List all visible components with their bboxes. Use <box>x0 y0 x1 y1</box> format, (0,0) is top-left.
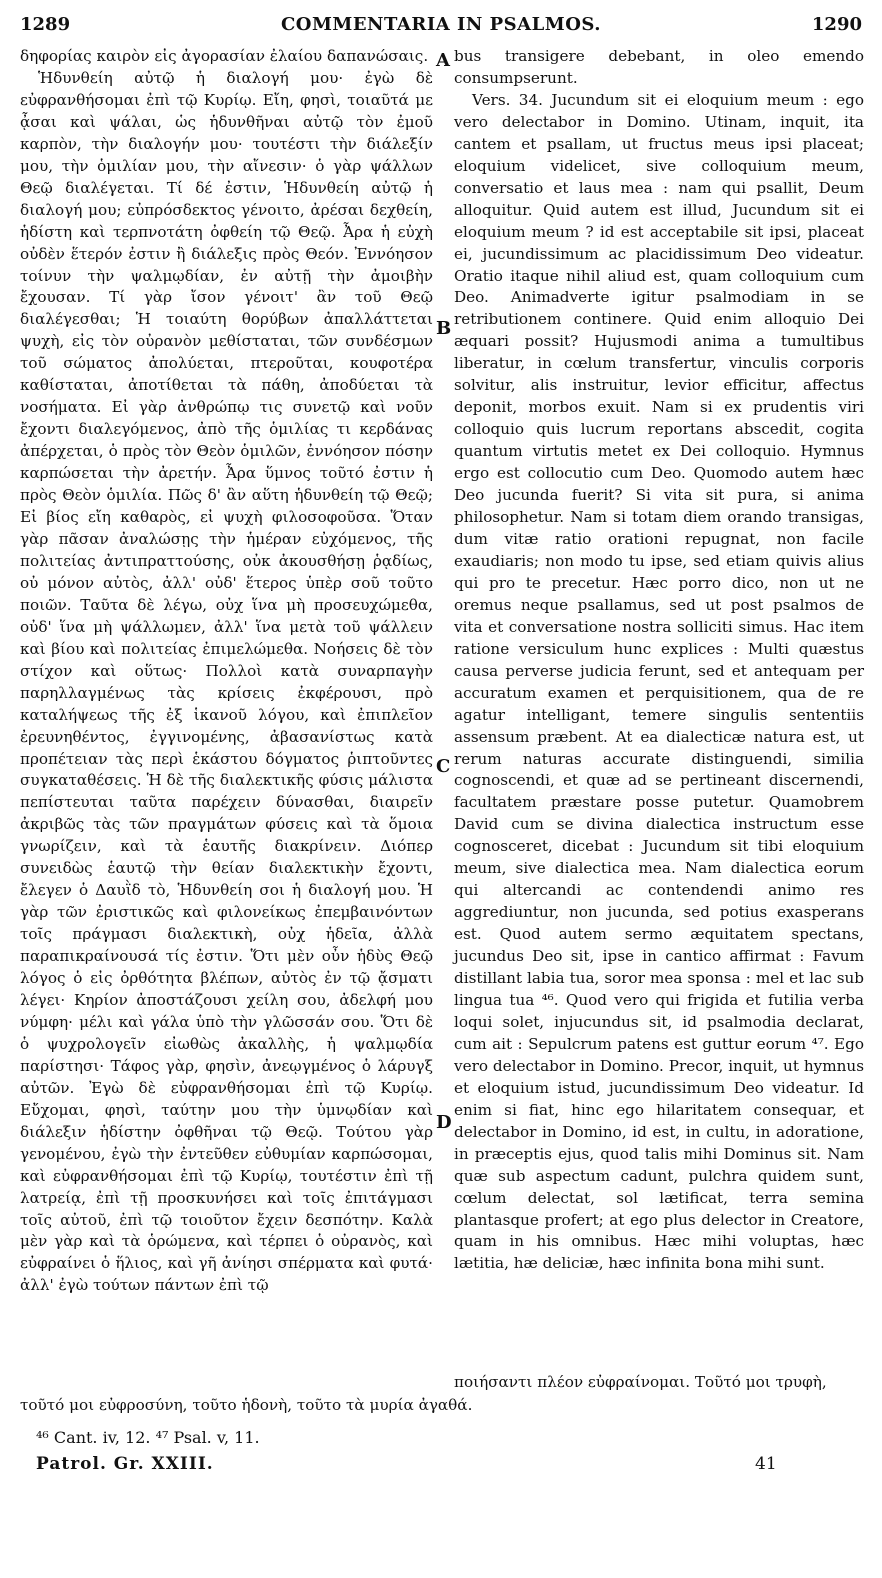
signature-mark: 41 <box>755 1454 777 1474</box>
section-marker-b: B <box>436 318 452 339</box>
greek-paragraph-2: Ἡδυνθείη αὐτῷ ἡ διαλογή μου· ἐγὼ δὲ εὐφρανθήσομαι ἐπὶ τῷ Κυρίῳ. Εἴη, φησὶ, τοιαῦτά με ᾆσαι καὶ ψάλαι, ὡς ἡδυνθῆναι αὐτῷ τὸν ἐμοῦ καρπὸν, τὴν διαλογήν μου· τουτέστι τὴν διάλεξίν μου, τὴν ὁμιλίαν μου, τὴν αἴνεσιν· ὁ γὰρ ψάλλων Θεῷ διαλέγεται. Τί δέ ἐστιν, Ἡδυνθείη αὐτῷ ἡ διαλογή μου; εὐπρόσδεκτος γένοιτο, ἀρέσαι δεχθείη, ἡδίστη καὶ τερπνοτάτη ὀφθείη τῷ Θεῷ. Ἆρα ἡ εὐχὴ οὐδὲν ἕτερόν ἐστιν ἢ διάλεξις πρὸς Θεόν. Ἐννόησον τοίνυν τὴν ψαλμῳδίαν, ἐν αὐτῇ τὴν ἀμοιβὴν ἔχουσαν. Τί γὰρ ἴσον γένοιτ' ἂν τοῦ Θεῷ διαλέγεσθαι; Ἡ τοιαύτη θορύβων ἀπαλλάττεται ψυχὴ, εἰς τὸν οὐρανὸν μεθίσταται, τῶν συνδέσμων τοῦ σώματος ἀπολύεται, πτεροῦται, κουφοτέρα καθίσταται, ἀποτίθεται τὰ πάθη, ἀποδύεται τὰ νοσήματα. Εἰ γὰρ ἀνθρώπῳ τις συνετῷ καὶ νοῦν ἔχοντι διαλεγόμενος, ἀπὸ τῆς ὁμιλίας τι κερδάνας ἀπέρχεται, ὁ πρὸς τὸν Θεὸν ὁμιλῶν, ἐννόησον πόσην καρπώσεται τὴν ἀρετήν. Ἆρα ὕμνος τοῦτό ἐστιν ἡ πρὸς Θεὸν ὁμιλία. Πῶς δ' ἂν αὕτη ἡδυνθείη τῷ Θεῷ; Εἰ βίος εἴη καθαρὸς, εἰ ψυχὴ φιλοσοφοῦσα. Ὅταν γὰρ πᾶσαν ἀναλώσῃς τὴν ἡμέραν εὐχόμενος, τῆς πολιτείας ἀντιπραττούσης, οὐκ ἀκουσθήσῃ ῥᾳδίως, οὐ μόνον αὐτὸς, ἀλλ' οὐδ' ἕτερος ὑπὲρ σοῦ τοῦτο ποιῶν. Ταῦτα δὲ λέγω, οὐχ ἵνα μὴ προσευχώμεθα, οὐδ' ἵνα μὴ ψάλλωμεν, ἀλλ' ἵνα μετὰ τοῦ ψάλλειν καὶ βίου καὶ πολιτείας ἐπιμελώμεθα. Νοήσεις δὲ τὸν στίχον καὶ οὕτως· Πολλοὶ κατὰ συναρπαγὴν παρηλλαγμένως τὰς κρίσεις ἐκφέρουσι, πρὸ καταλήψεως τῆς ἐξ ἱκανοῦ λόγου, καὶ ἐπιπλεῖον ἐρευνηθέντος, ἐγγινομένης, ἀβασανίστως κατὰ προπέτειαν τὰς περὶ ἑκάστου δόγματος ῥιπτοῦντες συγκαταθέσεις. Ἡ δὲ τῆς διαλεκτικῆς φύσις μάλιστα πεπίστευται ταῦτα παρέχειν δύνασθαι, διαιρεῖν ἀκριβῶς τὰς τῶν πραγμάτων φύσεις καὶ τὰ ὅμοια γνωρίζειν, καὶ τὰ ἑαυτῆς διακρίνειν. Διόπερ συνειδὼς ἑαυτῷ τὴν θείαν διαλεκτικὴν ἔχοντι, ἔλεγεν ὁ Δαυῒδ τὸ, Ἡδυνθείη σοι ἡ διαλογή μου. Ἡ γὰρ τῶν ἐριστικῶς καὶ φιλονείκως ἐπεμβαινόντων τοῖς πράγμασι διαλεκτικὴ, οὐχ ἡδεῖα, ἀλλὰ παραπικραίνουσά τίς ἐστιν. Ὅτι μὲν οὖν ἡδὺς Θεῷ λόγος ὁ εἰς ὀρθότητα βλέπων, αὐτὸς ἐν τῷ ᾄσματι λέγει· Κηρίον ἀποστάζουσι χείλη σου, ἀδελφή μου νύμφη· μέλι καὶ γάλα ὑπὸ τὴν γλῶσσάν σου. Ὅτι δὲ ὁ ψυχρολογεῖν εἰωθὼς ἀκαλλὴς, ἡ ψαλμῳδία παρίστησι· Τάφος γὰρ, φησὶν, ἀνεῳγμένος ὁ λάρυγξ αὐτῶν. Ἐγὼ δὲ εὐφρανθήσομαι ἐπὶ τῷ Κυρίῳ. Εὔχομαι, φησὶ, ταύτην μου τὴν ὑμνῳδίαν καὶ διάλεξιν ἡδίστην ὀφθῆναι τῷ Θεῷ. Τούτου γὰρ γενομένου, ἐγὼ τὴν ἐντεῦθεν εὐθυμίαν καρπώσομαι, καὶ εὐφρανθήσομαι ἐπὶ τῷ Κυρίῳ, τουτέστιν ἐπὶ τῇ λατρείᾳ, ἐπὶ τῇ προσκυνήσει καὶ τοῖς ἐπιτάγμασι τοῖς αὐτοῦ, ἐπὶ τῷ τοιοῦτον ἔχειν δεσπότην. Καλὰ μὲν γὰρ καὶ τὰ ὁρώμενα, καὶ τέρπει ὁ οὐρανὸς, καὶ εὐφραίνει ὁ ἥλιος, καὶ γῆ ἀνίησι σπέρματα καὶ φυτά· ἀλλ' ἐγὼ τούτων πάντων ἐπὶ τῷ <box>20 68 433 1295</box>
latin-column <box>454 46 864 1275</box>
greek-closing-line: τοῦτό μοι εὐφροσύνη, τοῦτο ἡδονὴ, τοῦτο τὰ μυρία ἀγαθά. <box>20 1396 473 1414</box>
greek-paragraph-1: δηφορίας καιρὸν εἰς ἀγορασίαν ἐλαίου δαπανώσαις. <box>20 47 429 65</box>
page-number-right: 1290 <box>811 14 862 35</box>
section-marker-a: A <box>436 50 450 71</box>
greek-column <box>20 46 433 1297</box>
page-number-left: 1289 <box>20 14 71 35</box>
running-title: COMMENTARIA IN PSALMOS. <box>280 14 602 35</box>
greek-tail-right: ποιήσαντι πλέον εὐφραίνομαι. Τοῦτό μοι τρυφὴ, <box>454 1373 827 1391</box>
latin-paragraph-1: bus transigere debebant, in oleo emendo consumpserunt. <box>454 47 864 87</box>
section-marker-c: C <box>436 756 451 777</box>
patrologia-reference: Patrol. Gr. XXIII. <box>36 1454 214 1474</box>
section-marker-d: D <box>436 1112 452 1133</box>
latin-paragraph-2: Vers. 34. Jucundum sit ei eloquium meum : ego vero delectabor in Domino. Utinam, inquit, ita cantem et psallam, ut fructus meus ipsi placeat; eloquium videlicet, sive colloquium meum, conversatio et laus mea : nam qui psallit, Deum alloquitur. Quid autem est illud, Jucundum sit ei eloquium meum ? id est acceptabile sit ipsi, placeat ei, jucundissimum ac placidissimum Deo videatur. Oratio itaque nihil aliud est, quam colloquium cum Deo. Animadverte igitur psalmodiam in se retributionem continere. Quid enim alloquio Dei æquari possit? Hujusmodi anima a tumultibus liberatur, in cœlum transfertur, vinculis corporis solvitur, alis instruitur, levior efficitur, affectus deponit, morbos exuit. Nam si ex prudentis viri colloquio quis lucrum reportans abscedit, cogita quantum virtutis metet ex Dei colloquio. Hymnus ergo est collocutio cum Deo. Quomodo autem hæc Deo jucunda fuerit? Si vita sit pura, si anima philosophetur. Nam si totam diem orando transigas, dum vitæ ratio orationi repugnat, non facile exaudiaris; non modo tu ipse, sed etiam quivis alius qui pro te precetur. Hæc porro dico, non ut ne oremus neque psallamus, sed ut post psalmos de vita et conversatione nostra solliciti simus. Hac item ratione versiculum hunc explices : Multi quæstus causa perverse judicia ferunt, sed et antequam per accuratum examen et perquisitionem, qua de re agatur intelligant, temere singulis sententiis assensum præbent. At ea dialecticæ natura est, ut rerum naturas accurate distinguendi, similia cognoscendi, et quæ ad se pertineant discernendi, facultatem præstare posse putetur. Quamobrem David cum se divina dialectica instructum esse cognosceret, dicebat : Jucundum sit tibi eloquium meum, sive dialectica mea. Nam dialectica eorum qui altercandi ac contendendi animo res aggrediuntur, non jucunda, sed potius exasperans est. Quod autem sermo æquitatem spectans, jucundus Deo sit, ipse in cantico affirmat : Favum distillant labia tua, soror mea sponsa : mel et lac sub lingua tua ⁴⁶. Quod vero qui frigida et futilia verba loqui solet, injucundus sit, id psalmodia declarat, cum ait : Sepulcrum patens est guttur eorum ⁴⁷. Ego vero delectabor in Domino. Precor, inquit, ut hymnus et eloquium istud, jucundissimum Deo videatur. Id enim si fiat, hinc ego hilaritatem consequar, et delectabor in Domino, id est, in cultu, in adoratione, in præceptis ejus, quod talis mihi Dominus sit. Nam quæ sub aspectum cadunt, pulchra quidem sunt, cœlum delectat, sol lætificat, terra semina plantasque profert; at ego plus delector in Creatore, quam in his omnibus. Hæc mihi voluptas, hæc lætitia, hæ deliciæ, hæc infinita bona mihi sunt. <box>454 90 864 1273</box>
footnotes: ⁴⁶ Cant. iv, 12. ⁴⁷ Psal. v, 11. <box>36 1428 260 1447</box>
page-header <box>20 14 862 38</box>
